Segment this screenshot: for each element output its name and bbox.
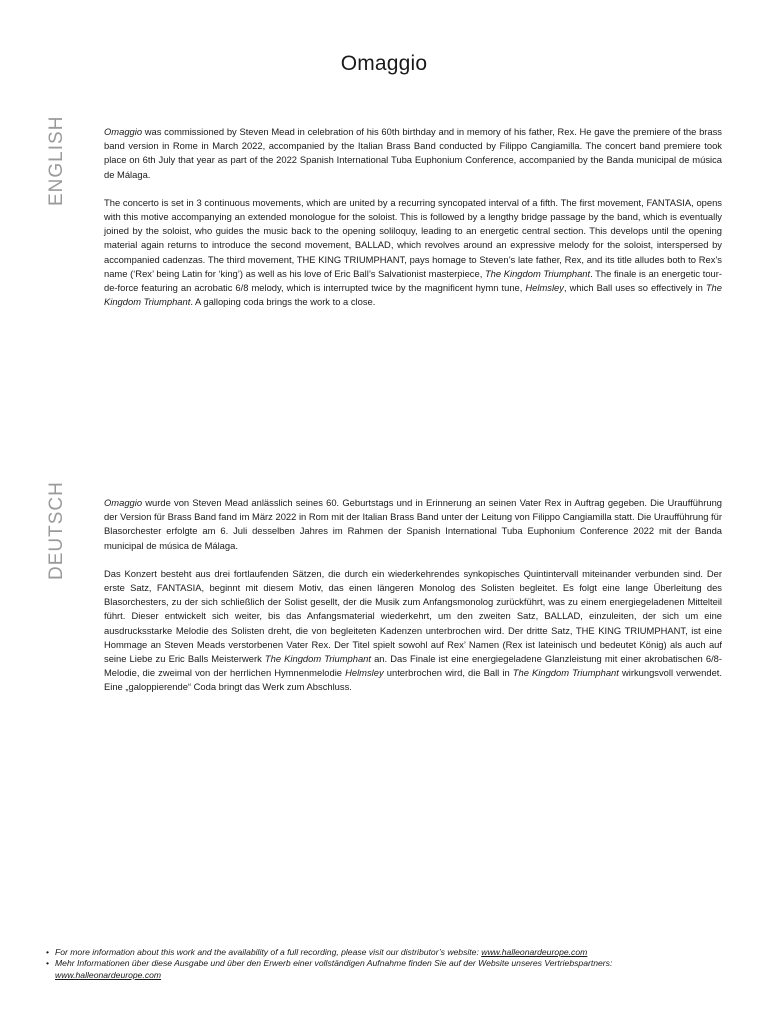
- paragraph-text: , which Ball uses so effectively in: [563, 282, 706, 294]
- paragraph-text: was commissioned by Steven Mead in celebration of his 60th birthday and in memory of his father, Rex. He gave the premiere of the brass band version in Rome in March 2022, accompanied by the Italian Brass Band conducted by Filippo Cangiamilla. The concert band premiere took place on 6th July that year as part of the 2022 Spanish International Tuba Euphonium Conference, accompanied by the Banda municipal de música de Málaga.: [104, 126, 722, 180]
- paragraph-text: . The finale is an energetic tour-de-force featuring an acrobatic 6/8 melody, which is interrupted twice by the magnificent hymn tune,: [104, 267, 722, 294]
- work-title: The Kingdom Triumphant: [264, 653, 371, 665]
- work-title: Helmsley: [525, 282, 564, 294]
- deutsch-paragraph-1: [104, 496, 722, 553]
- paragraph-text: an. Das Finale ist eine energiegeladene Glanzleistung mit einer akrobatischen 6/8-Melodie, die zweimal von der herrlichen Hymnenmelodie: [104, 653, 723, 679]
- paragraph-text: The concerto is set in 3 continuous movements, which are united by a recurring syncopated interval of a fifth. The first movement, FANTASIA, opens with this motive accompanying an extended monologue for the soloist. This is followed by a lengthy bridge passage by the band, which is eventually joined by the soloist, who guides the music back to the opening soliloquy, leading to an energetic central section. This develops until the opening material again returns to introduce the second movement, BALLAD, which revolves around an expressive melody for the soloist, interspersed by accompanied cadenzas. The third movement, THE KING TRIUMPHANT, pays homage to Steven’s late father, Rex, and its title alludes both to Rex’s name (‘Rex’ being Latin for ‘king’) as well as his love of Eric Ball’s Salvationist masterpiece,: [104, 196, 722, 279]
- work-title: Omaggio: [104, 126, 143, 137]
- deutsch-section-label: DEUTSCH: [46, 481, 67, 580]
- page-title: Omaggio: [340, 52, 428, 75]
- english-section: [104, 125, 722, 323]
- work-title: The Kingdom Triumphant: [484, 267, 591, 279]
- bullet-icon: •: [46, 947, 50, 957]
- footnote-english: [46, 947, 706, 958]
- footnotes: [46, 947, 706, 981]
- deutsch-section: [104, 496, 722, 709]
- english-section-label: ENGLISH: [46, 115, 67, 206]
- deutsch-paragraph-2: [104, 567, 722, 695]
- distributor-website-link[interactable]: www.halleonardeurope.com: [55, 969, 162, 980]
- english-paragraph-1: [104, 125, 722, 182]
- footnote-text: Mehr Informationen über diese Ausgabe und über den Erwerb einer vollständigen Aufnahme finden Sie auf der Website unseres Vertriebspartners:: [55, 958, 613, 969]
- distributor-website-link[interactable]: www.halleonardeurope.com: [481, 947, 588, 957]
- work-title: The Kingdom Triumphant: [512, 667, 619, 679]
- bullet-icon: •: [46, 958, 50, 969]
- work-title: Helmsley: [345, 667, 384, 679]
- paragraph-text: wirkungsvoll verwendet. Eine „galoppierende“ Coda bringt das Werk zum Abschluss.: [104, 667, 722, 693]
- paragraph-text: unterbrochen wird, die Ball in: [383, 667, 513, 679]
- work-title: Omaggio: [104, 497, 143, 508]
- english-paragraph-2: [104, 196, 722, 310]
- paragraph-text: . A galloping coda brings the work to a close.: [190, 296, 376, 308]
- work-title: The Kingdom Triumphant: [104, 282, 722, 308]
- paragraph-text: wurde von Steven Mead anlässlich seines 60. Geburtstags und in Erinnerung an seinen Vater Rex in Auftrag gegeben. Die Uraufführung der Version für Brass Band fand im März 2022 in Rom mit der Italian Brass Band unter der Leitung von Filippo Cangiamilla statt. Die Uraufführung für Blasorchester erfolgte am 6. Juli desselben Jahres im Rahmen der Spanish International Tuba Euphonium Conference 2022 mit der Banda municipal de música de Málaga.: [104, 497, 722, 551]
- footnote-deutsch: [46, 958, 706, 981]
- footnote-text: For more information about this work and the availability of a full recording, please visit our distributor’s website:: [55, 947, 482, 957]
- paragraph-text: Das Konzert besteht aus drei fortlaufenden Sätzen, die durch ein wiederkehrendes synkopisches Quintintervall miteinander verbunden sind. Der erste Satz, FANTASIA, beginnt mit diesem Motiv, das einen längeren Monolog des Solisten begleitet. Es folgt eine lange Überleitung des Blasorchesters, zu der sich schließlich der Solist gesellt, der die Musik zum Anfangsmonolog zurückführt, was zu einem energiegeladenen Mittelteil führt. Dieser entwickelt sich weiter, bis das Anfangsmaterial wiederkehrt, um den zweiten Satz, BALLAD, einzuleiten, der sich um eine ausdrucksstarke Melodie des Solisten dreht, die von begleiteten Kadenzen unterbrochen wird. Der dritte Satz, THE KING TRIUMPHANT, ist eine Hommage an Steven Meads verstorbenen Vater Rex. Der Titel spielt sowohl auf Rex’ Namen (Rex ist lateinisch und bedeutet König) als auch auf seine Liebe zu Eric Balls Meisterwerk: [104, 567, 722, 665]
